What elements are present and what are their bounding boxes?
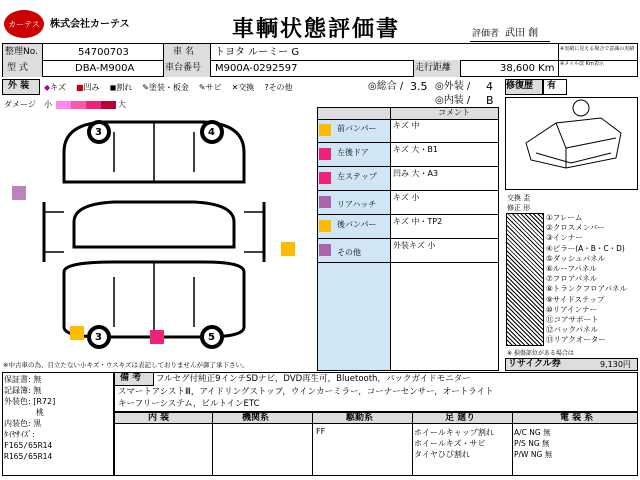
mileage-note: ※実績に見える場合で意識の実績 bbox=[560, 46, 635, 52]
frame-diagram bbox=[505, 97, 638, 190]
scratch-marker bbox=[281, 242, 295, 256]
wheel-label-tr: 4 bbox=[208, 127, 215, 138]
seiri-value: 54700703 bbox=[78, 47, 129, 58]
legend-items bbox=[44, 82, 293, 93]
recycle-value: 9,130円 bbox=[600, 360, 631, 369]
name-label: 車 名 bbox=[173, 47, 194, 57]
page-title: 車輌状態評価書 bbox=[232, 17, 401, 42]
parts-grid bbox=[506, 213, 544, 346]
info-table bbox=[2, 43, 638, 77]
daiban-label: 車台番号 bbox=[165, 63, 202, 73]
remarks-line: フルセグ付純正9インチSDナビ，DVD再生可，Bluetooth，バックガイドモニター bbox=[156, 374, 471, 384]
score-ext: 4 bbox=[486, 80, 493, 93]
side-info-lines: 保証書: 無 記録簿: 無 外装色: [R72] 桃 内装色: 黒 ﾀｲﾔｻｲｽﾞ: F165/65R14 R165/65R14 bbox=[4, 375, 56, 461]
col-kudou: 駆動系 bbox=[346, 413, 374, 423]
daiban-value: M900A-0292597 bbox=[215, 63, 298, 74]
ashi-list: ホイールキャップ割れ ホイールキズ・サビ タイヤひび割れ bbox=[414, 428, 494, 459]
remarks-line: スマートアシストⅢ，アイドリングストップ，ウインカーミラー，コーナーセンサー，オートライト bbox=[118, 387, 494, 397]
legend-paint: ✎塗装・板金 bbox=[142, 83, 189, 92]
col-ashi: 足 廻り bbox=[445, 413, 476, 423]
wheel-label-br: 5 bbox=[208, 332, 215, 343]
legend-dent: ■凹み bbox=[76, 83, 100, 92]
remarks-line: キーフリーシステム，ビルトインETC bbox=[118, 399, 260, 409]
legend-exchange: ✕交換 bbox=[231, 83, 255, 92]
parts-note: ※ 損傷部位がある場合は bbox=[507, 350, 574, 357]
wheel-label-tl: 3 bbox=[95, 127, 102, 138]
remarks-label: 備 考 bbox=[120, 373, 142, 383]
score-total-label: ◎総合 / bbox=[368, 81, 404, 92]
meter-note: ※メイル改 Km表示 bbox=[560, 61, 604, 67]
score-int-label: ◎内装 / bbox=[435, 95, 471, 106]
kudou-value: FF bbox=[316, 427, 326, 436]
damage-row: リアハッチ キズ 小 bbox=[317, 191, 499, 215]
legend-other: ?その他 bbox=[264, 83, 293, 92]
parts-list: ①フレーム ②クロスメンバー ③インナー ④ピラー(A・B・C・D) ⑤ダッシュパネル ⑥ルーフパネル ⑦フロアパネル ⑧トランクフロアパネル ⑨サイドステップ ⑩リアインナー ⑪コアサポート ⑫バックパネル ⑬リアクオーター bbox=[546, 213, 627, 345]
damage-large: 大 bbox=[118, 100, 126, 109]
score-total: 3.5 bbox=[410, 80, 428, 93]
repair-label: 修復歴 bbox=[506, 81, 534, 91]
damage-small: 小 bbox=[44, 100, 52, 109]
damage-row: 左後ドア キズ 大・B1 bbox=[317, 143, 499, 167]
damage-row: 左ステップ 凹み 大・A3 bbox=[317, 167, 499, 191]
legend-crack: ◼割れ bbox=[109, 83, 133, 92]
damage-scale bbox=[56, 101, 116, 109]
score-ext-label: ◎外装 / bbox=[435, 81, 471, 92]
dent-marker bbox=[150, 330, 164, 344]
parts-header1: 交換 歪 bbox=[507, 194, 531, 202]
katashiki-label: 型 式 bbox=[7, 63, 28, 73]
mileage-value: 38,600 Km bbox=[500, 63, 555, 74]
repair-value: 有 bbox=[547, 81, 557, 91]
name-value: トヨタ ルーミー G bbox=[215, 47, 300, 58]
parts-header2: 修正 形 bbox=[507, 204, 531, 212]
katashiki-value: DBA-M900A bbox=[75, 63, 135, 74]
denso-list: A/C NG 無 P/S NG 無 P/W NG 無 bbox=[514, 428, 553, 459]
score-int: B bbox=[486, 94, 494, 107]
inspector-name: 武田 創 bbox=[505, 28, 539, 39]
damage-table-header: コメント bbox=[438, 108, 470, 117]
col-naisou: 内 装 bbox=[148, 413, 170, 423]
legend-rust: ✎サビ bbox=[198, 83, 222, 92]
legend-scratch: ◆キズ bbox=[44, 83, 66, 92]
scratch-marker bbox=[70, 326, 84, 340]
seiri-label: 整理No. bbox=[5, 47, 38, 57]
company-name: 株式会社カーテス bbox=[50, 19, 130, 30]
scratch-marker bbox=[12, 186, 26, 200]
recycle-label: リサイクル券 bbox=[508, 359, 561, 369]
damage-row: 前バンパー キズ 中 bbox=[317, 119, 499, 143]
damage-label: ダメージ bbox=[4, 100, 36, 109]
gaisou-label: 外 装 bbox=[8, 81, 30, 91]
car-diagram bbox=[4, 112, 314, 357]
company-logo bbox=[2, 8, 46, 42]
damage-row: その他 外装キズ 小 bbox=[317, 239, 499, 263]
col-kikan: 機関系 bbox=[242, 413, 270, 423]
col-denso: 電 装 系 bbox=[560, 413, 594, 423]
diagram-note: ※中古車の為、目立たない小キズ・ウスキズは表記しておりませんが御了承下さい。 bbox=[3, 361, 249, 369]
svg-text:カーテス: カーテス bbox=[8, 20, 40, 29]
wheel-label-bl: 3 bbox=[95, 332, 102, 343]
mileage-label: 走行距離 bbox=[415, 63, 452, 73]
damage-row: 後バンパー キズ 中・TP2 bbox=[317, 215, 499, 239]
inspector-label: 評価者 bbox=[472, 29, 500, 39]
